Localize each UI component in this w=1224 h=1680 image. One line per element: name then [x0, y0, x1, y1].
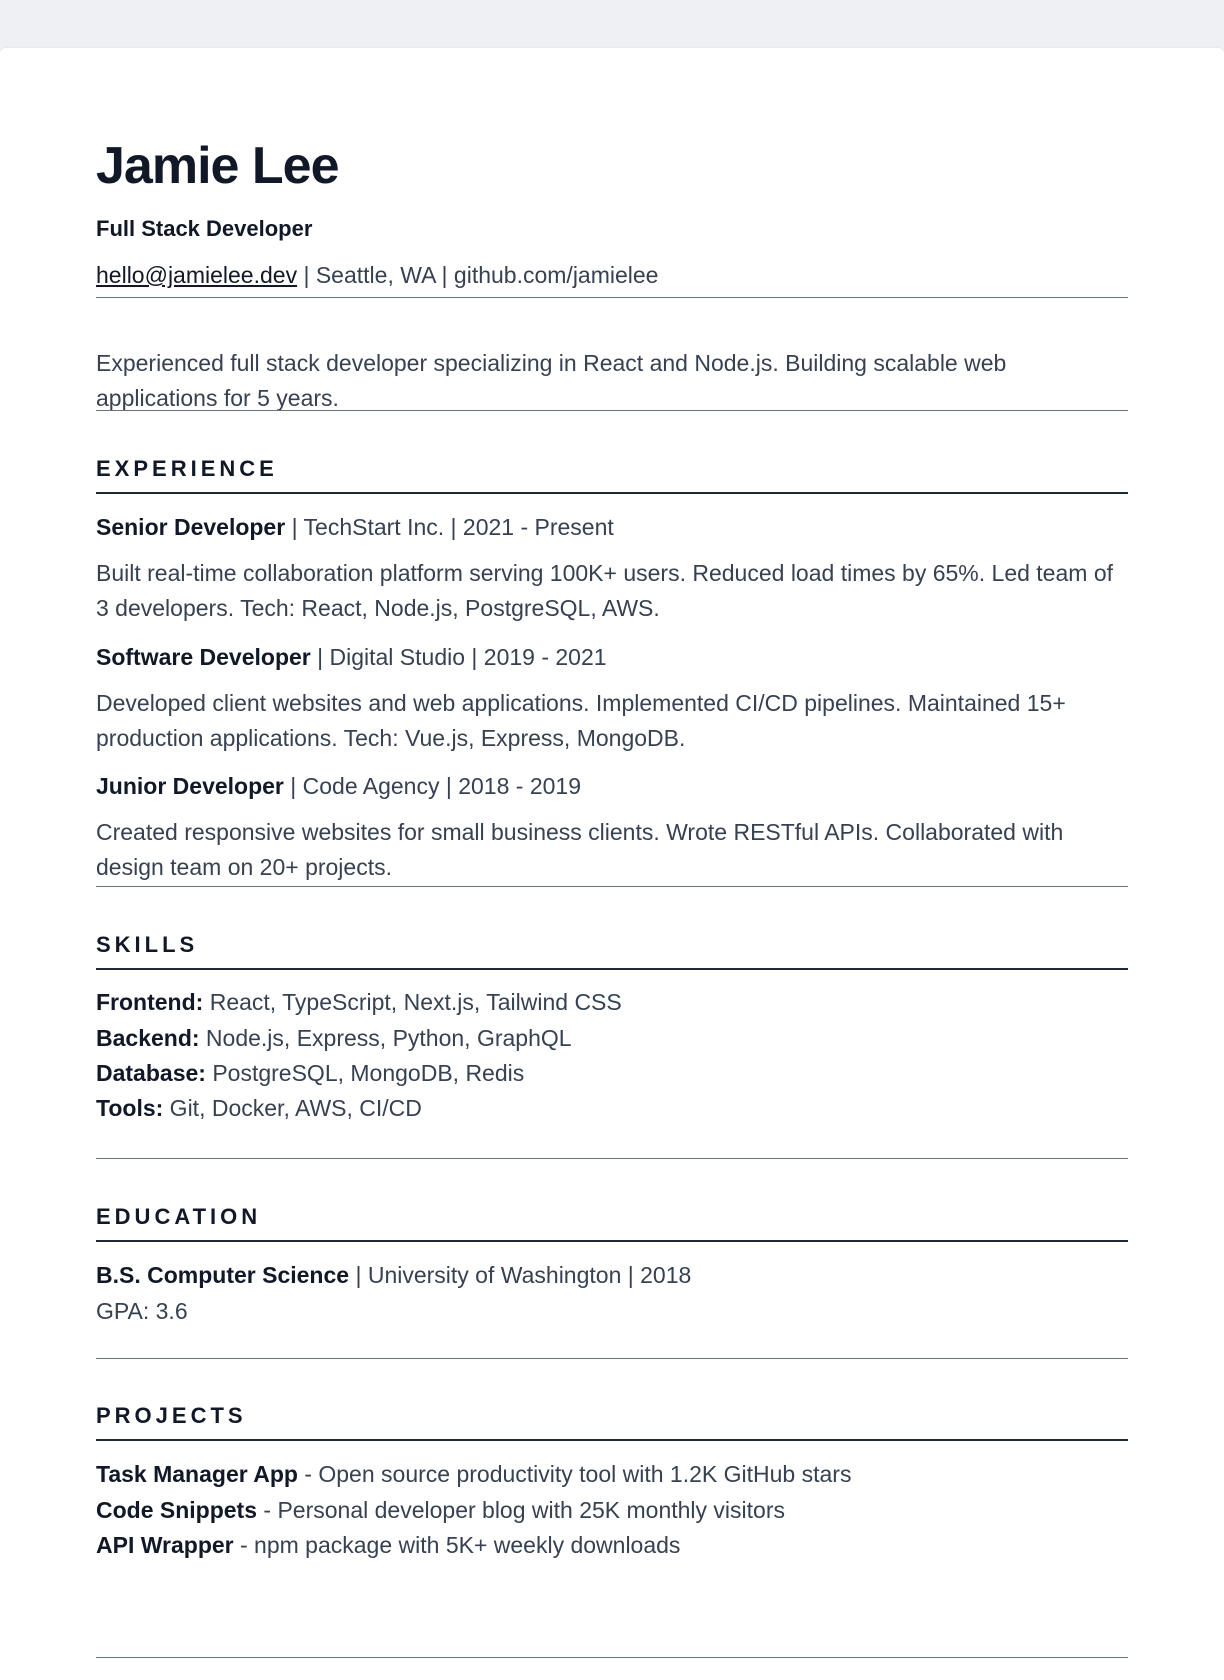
contact-line [96, 262, 658, 289]
job-role: Junior Developer [96, 773, 284, 799]
section-underline [96, 492, 1128, 494]
job-meta: | Code Agency | 2018 - 2019 [283, 773, 581, 799]
project-description: - Personal developer blog with 25K monthly visitors [257, 1497, 785, 1523]
job-header [96, 640, 1128, 675]
education-meta: | University of Washington | 2018 [349, 1262, 692, 1288]
job-meta: | TechStart Inc. | 2021 - Present [285, 514, 614, 540]
education-heading: EDUCATION [96, 1204, 262, 1229]
gpa-text: GPA: 3.6 [96, 1298, 188, 1324]
skill-value: React, TypeScript, Next.js, Tailwind CSS [203, 989, 622, 1015]
project-name: Task Manager App [96, 1461, 298, 1487]
candidate-name: Jamie Lee [96, 137, 339, 195]
project-name: API Wrapper [96, 1532, 234, 1558]
job-description: Built real-time collaboration platform serving 100K+ users. Reduced load times by 65%. Led team of 3 developers. Tech: React, Node.js, PostgreSQL, AWS. [96, 560, 1113, 621]
job-header [96, 510, 1128, 545]
skill-value: Node.js, Express, Python, GraphQL [199, 1025, 572, 1051]
degree-name: B.S. Computer Science [96, 1262, 350, 1288]
job-description: Developed client websites and web applications. Implemented CI/CD pipelines. Maintained 15+ production applications. Tech: Vue.js, Express, MongoDB. [96, 690, 1066, 751]
skill-label: Tools: [96, 1095, 164, 1121]
skill-row [96, 1021, 1128, 1056]
divider [96, 1158, 1128, 1159]
contact-separator: | [435, 262, 454, 288]
projects-heading: PROJECTS [96, 1403, 247, 1428]
skill-label: Database: [96, 1060, 206, 1086]
email-link[interactable]: hello@jamielee.dev [96, 262, 298, 288]
project-name: Code Snippets [96, 1497, 258, 1523]
section-underline [96, 968, 1128, 970]
summary-text: Experienced full stack developer specializing in React and Node.js. Building scalable web applications for 5 years. [96, 350, 1007, 411]
project-row [96, 1457, 1128, 1492]
project-row [96, 1493, 1128, 1528]
location-text: Seattle, WA [315, 262, 436, 288]
job-role: Senior Developer [96, 514, 286, 540]
skill-label: Frontend: [96, 989, 204, 1015]
skill-label: Backend: [96, 1025, 200, 1051]
contact-separator: | [297, 262, 316, 288]
education-entry [96, 1258, 1128, 1293]
divider [96, 297, 1128, 298]
skill-value: Git, Docker, AWS, CI/CD [163, 1095, 422, 1121]
project-description: - npm package with 5K+ weekly downloads [233, 1532, 681, 1558]
experience-heading: EXPERIENCE [96, 456, 278, 481]
project-row [96, 1528, 1128, 1563]
skill-row [96, 985, 1128, 1020]
section-underline [96, 1439, 1128, 1441]
candidate-title: Full Stack Developer [96, 216, 313, 241]
github-link: github.com/jamielee [453, 262, 659, 288]
resume-page [0, 48, 1224, 1680]
skill-row [96, 1091, 1128, 1126]
job-role: Software Developer [96, 644, 311, 670]
skills-heading: SKILLS [96, 932, 199, 957]
project-description: - Open source productivity tool with 1.2K GitHub stars [297, 1461, 852, 1487]
divider [96, 886, 1128, 887]
divider [96, 410, 1128, 411]
section-underline [96, 1240, 1128, 1242]
skill-value: PostgreSQL, MongoDB, Redis [205, 1060, 525, 1086]
job-header [96, 769, 1128, 804]
divider [96, 1657, 1128, 1658]
job-meta: | Digital Studio | 2019 - 2021 [310, 644, 607, 670]
skill-row [96, 1056, 1128, 1091]
divider [96, 1358, 1128, 1359]
job-description: Created responsive websites for small business clients. Wrote RESTful APIs. Collaborated with design team on 20+ projects. [96, 819, 1064, 880]
